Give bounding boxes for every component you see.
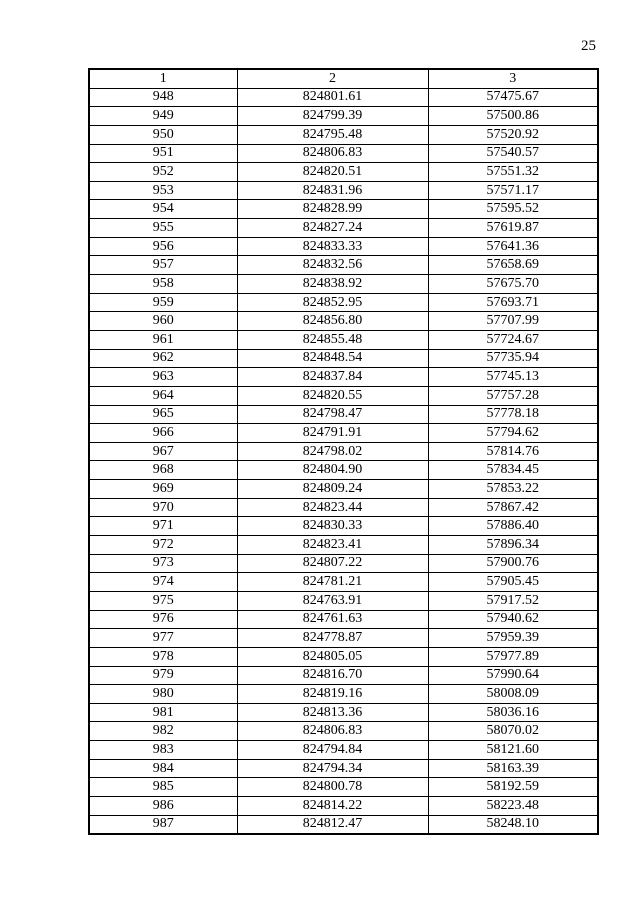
- y-coordinate-cell: 57500.86: [428, 107, 598, 126]
- y-coordinate-cell: 57745.13: [428, 368, 598, 387]
- y-coordinate-cell: 57886.40: [428, 517, 598, 536]
- table-row: [89, 815, 598, 834]
- x-coordinate-cell: 824798.47: [237, 405, 428, 424]
- table-row: [89, 163, 598, 182]
- y-coordinate-cell: 57641.36: [428, 237, 598, 256]
- y-coordinate-cell: 57940.62: [428, 610, 598, 629]
- x-coordinate-cell: 824804.90: [237, 461, 428, 480]
- table-row: [89, 591, 598, 610]
- point-number-cell: 961: [89, 330, 237, 349]
- x-coordinate-cell: 824832.56: [237, 256, 428, 275]
- point-number-cell: 971: [89, 517, 237, 536]
- table-row: [89, 498, 598, 517]
- y-coordinate-cell: 57990.64: [428, 666, 598, 685]
- point-number-cell: 966: [89, 424, 237, 443]
- point-number-cell: 978: [89, 647, 237, 666]
- y-coordinate-cell: 58008.09: [428, 685, 598, 704]
- y-coordinate-cell: 57571.17: [428, 181, 598, 200]
- point-number-cell: 953: [89, 181, 237, 200]
- x-coordinate-cell: 824852.95: [237, 293, 428, 312]
- point-number-cell: 960: [89, 312, 237, 331]
- table-row: [89, 237, 598, 256]
- point-number-cell: 973: [89, 554, 237, 573]
- table-row: [89, 386, 598, 405]
- table-row: [89, 144, 598, 163]
- table-row: [89, 88, 598, 107]
- y-coordinate-cell: 57724.67: [428, 330, 598, 349]
- x-coordinate-cell: 824855.48: [237, 330, 428, 349]
- point-number-cell: 965: [89, 405, 237, 424]
- x-coordinate-cell: 824820.51: [237, 163, 428, 182]
- table-row: [89, 517, 598, 536]
- point-number-cell: 951: [89, 144, 237, 163]
- point-number-cell: 977: [89, 629, 237, 648]
- point-number-cell: 987: [89, 815, 237, 834]
- y-coordinate-cell: 57959.39: [428, 629, 598, 648]
- y-coordinate-cell: 57834.45: [428, 461, 598, 480]
- y-coordinate-cell: 57905.45: [428, 573, 598, 592]
- table-row: [89, 349, 598, 368]
- y-coordinate-cell: 57896.34: [428, 536, 598, 555]
- y-coordinate-cell: 57853.22: [428, 480, 598, 499]
- point-number-cell: 956: [89, 237, 237, 256]
- point-number-cell: 980: [89, 685, 237, 704]
- x-coordinate-cell: 824848.54: [237, 349, 428, 368]
- y-coordinate-cell: 58070.02: [428, 722, 598, 741]
- y-coordinate-cell: 57814.76: [428, 442, 598, 461]
- point-number-cell: 975: [89, 591, 237, 610]
- y-coordinate-cell: 57693.71: [428, 293, 598, 312]
- y-coordinate-cell: 57675.70: [428, 275, 598, 294]
- point-number-cell: 985: [89, 778, 237, 797]
- point-number-cell: 963: [89, 368, 237, 387]
- point-number-cell: 972: [89, 536, 237, 555]
- y-coordinate-cell: 58121.60: [428, 741, 598, 760]
- x-coordinate-cell: 824813.36: [237, 703, 428, 722]
- y-coordinate-cell: 57778.18: [428, 405, 598, 424]
- x-coordinate-cell: 824781.21: [237, 573, 428, 592]
- x-coordinate-cell: 824798.02: [237, 442, 428, 461]
- x-coordinate-cell: 824795.48: [237, 125, 428, 144]
- x-coordinate-cell: 824800.78: [237, 778, 428, 797]
- point-number-cell: 962: [89, 349, 237, 368]
- x-coordinate-cell: 824820.55: [237, 386, 428, 405]
- y-coordinate-cell: 58223.48: [428, 796, 598, 815]
- y-coordinate-cell: 57707.99: [428, 312, 598, 331]
- x-coordinate-cell: 824791.91: [237, 424, 428, 443]
- table-row: [89, 685, 598, 704]
- point-number-cell: 952: [89, 163, 237, 182]
- x-coordinate-cell: 824830.33: [237, 517, 428, 536]
- table-row: [89, 312, 598, 331]
- point-number-cell: 970: [89, 498, 237, 517]
- y-coordinate-cell: 58248.10: [428, 815, 598, 834]
- column-header-2: 2: [237, 69, 428, 88]
- table-row: [89, 666, 598, 685]
- table-row: [89, 703, 598, 722]
- point-number-cell: 958: [89, 275, 237, 294]
- table-row: [89, 442, 598, 461]
- table-row: [89, 741, 598, 760]
- point-number-cell: 983: [89, 741, 237, 760]
- x-coordinate-cell: 824761.63: [237, 610, 428, 629]
- table-row: [89, 536, 598, 555]
- point-number-cell: 959: [89, 293, 237, 312]
- x-coordinate-cell: 824819.16: [237, 685, 428, 704]
- table-row: [89, 629, 598, 648]
- table-row: [89, 778, 598, 797]
- coordinates-table: [88, 68, 599, 835]
- x-coordinate-cell: 824823.44: [237, 498, 428, 517]
- x-coordinate-cell: 824794.84: [237, 741, 428, 760]
- y-coordinate-cell: 57551.32: [428, 163, 598, 182]
- header-row: [89, 69, 598, 88]
- table-row: [89, 461, 598, 480]
- point-number-cell: 976: [89, 610, 237, 629]
- table-row: [89, 256, 598, 275]
- point-number-cell: 986: [89, 796, 237, 815]
- x-coordinate-cell: 824778.87: [237, 629, 428, 648]
- x-coordinate-cell: 824801.61: [237, 88, 428, 107]
- table-row: [89, 181, 598, 200]
- x-coordinate-cell: 824828.99: [237, 200, 428, 219]
- x-coordinate-cell: 824833.33: [237, 237, 428, 256]
- y-coordinate-cell: 57757.28: [428, 386, 598, 405]
- point-number-cell: 984: [89, 759, 237, 778]
- x-coordinate-cell: 824794.34: [237, 759, 428, 778]
- x-coordinate-cell: 824763.91: [237, 591, 428, 610]
- x-coordinate-cell: 824806.83: [237, 722, 428, 741]
- point-number-cell: 974: [89, 573, 237, 592]
- table-row: [89, 275, 598, 294]
- y-coordinate-cell: 57619.87: [428, 219, 598, 238]
- x-coordinate-cell: 824856.80: [237, 312, 428, 331]
- column-header-3: 3: [428, 69, 598, 88]
- table-header: [89, 69, 598, 88]
- table-row: [89, 107, 598, 126]
- x-coordinate-cell: 824838.92: [237, 275, 428, 294]
- point-number-cell: 955: [89, 219, 237, 238]
- table-row: [89, 554, 598, 573]
- y-coordinate-cell: 58036.16: [428, 703, 598, 722]
- x-coordinate-cell: 824837.84: [237, 368, 428, 387]
- point-number-cell: 964: [89, 386, 237, 405]
- table-row: [89, 125, 598, 144]
- point-number-cell: 948: [89, 88, 237, 107]
- y-coordinate-cell: 57595.52: [428, 200, 598, 219]
- x-coordinate-cell: 824805.05: [237, 647, 428, 666]
- point-number-cell: 979: [89, 666, 237, 685]
- x-coordinate-cell: 824806.83: [237, 144, 428, 163]
- table-row: [89, 796, 598, 815]
- table-body: [89, 88, 598, 834]
- y-coordinate-cell: 57867.42: [428, 498, 598, 517]
- table-row: [89, 647, 598, 666]
- y-coordinate-cell: 57900.76: [428, 554, 598, 573]
- point-number-cell: 957: [89, 256, 237, 275]
- table-row: [89, 405, 598, 424]
- column-header-1: 1: [89, 69, 237, 88]
- table-row: [89, 480, 598, 499]
- table-row: [89, 330, 598, 349]
- page-number: 25: [581, 38, 596, 54]
- table-row: [89, 200, 598, 219]
- y-coordinate-cell: 57735.94: [428, 349, 598, 368]
- table-row: [89, 610, 598, 629]
- x-coordinate-cell: 824831.96: [237, 181, 428, 200]
- point-number-cell: 967: [89, 442, 237, 461]
- table-row: [89, 759, 598, 778]
- x-coordinate-cell: 824799.39: [237, 107, 428, 126]
- point-number-cell: 981: [89, 703, 237, 722]
- x-coordinate-cell: 824814.22: [237, 796, 428, 815]
- y-coordinate-cell: 58192.59: [428, 778, 598, 797]
- table-row: [89, 293, 598, 312]
- y-coordinate-cell: 57794.62: [428, 424, 598, 443]
- y-coordinate-cell: 57520.92: [428, 125, 598, 144]
- point-number-cell: 954: [89, 200, 237, 219]
- y-coordinate-cell: 57475.67: [428, 88, 598, 107]
- table-row: [89, 219, 598, 238]
- point-number-cell: 982: [89, 722, 237, 741]
- y-coordinate-cell: 57977.89: [428, 647, 598, 666]
- point-number-cell: 968: [89, 461, 237, 480]
- y-coordinate-cell: 57658.69: [428, 256, 598, 275]
- table-row: [89, 368, 598, 387]
- x-coordinate-cell: 824823.41: [237, 536, 428, 555]
- table-row: [89, 573, 598, 592]
- table-row: [89, 722, 598, 741]
- x-coordinate-cell: 824807.22: [237, 554, 428, 573]
- x-coordinate-cell: 824812.47: [237, 815, 428, 834]
- point-number-cell: 949: [89, 107, 237, 126]
- point-number-cell: 950: [89, 125, 237, 144]
- x-coordinate-cell: 824809.24: [237, 480, 428, 499]
- table-row: [89, 424, 598, 443]
- y-coordinate-cell: 57917.52: [428, 591, 598, 610]
- point-number-cell: 969: [89, 480, 237, 499]
- x-coordinate-cell: 824816.70: [237, 666, 428, 685]
- y-coordinate-cell: 58163.39: [428, 759, 598, 778]
- y-coordinate-cell: 57540.57: [428, 144, 598, 163]
- x-coordinate-cell: 824827.24: [237, 219, 428, 238]
